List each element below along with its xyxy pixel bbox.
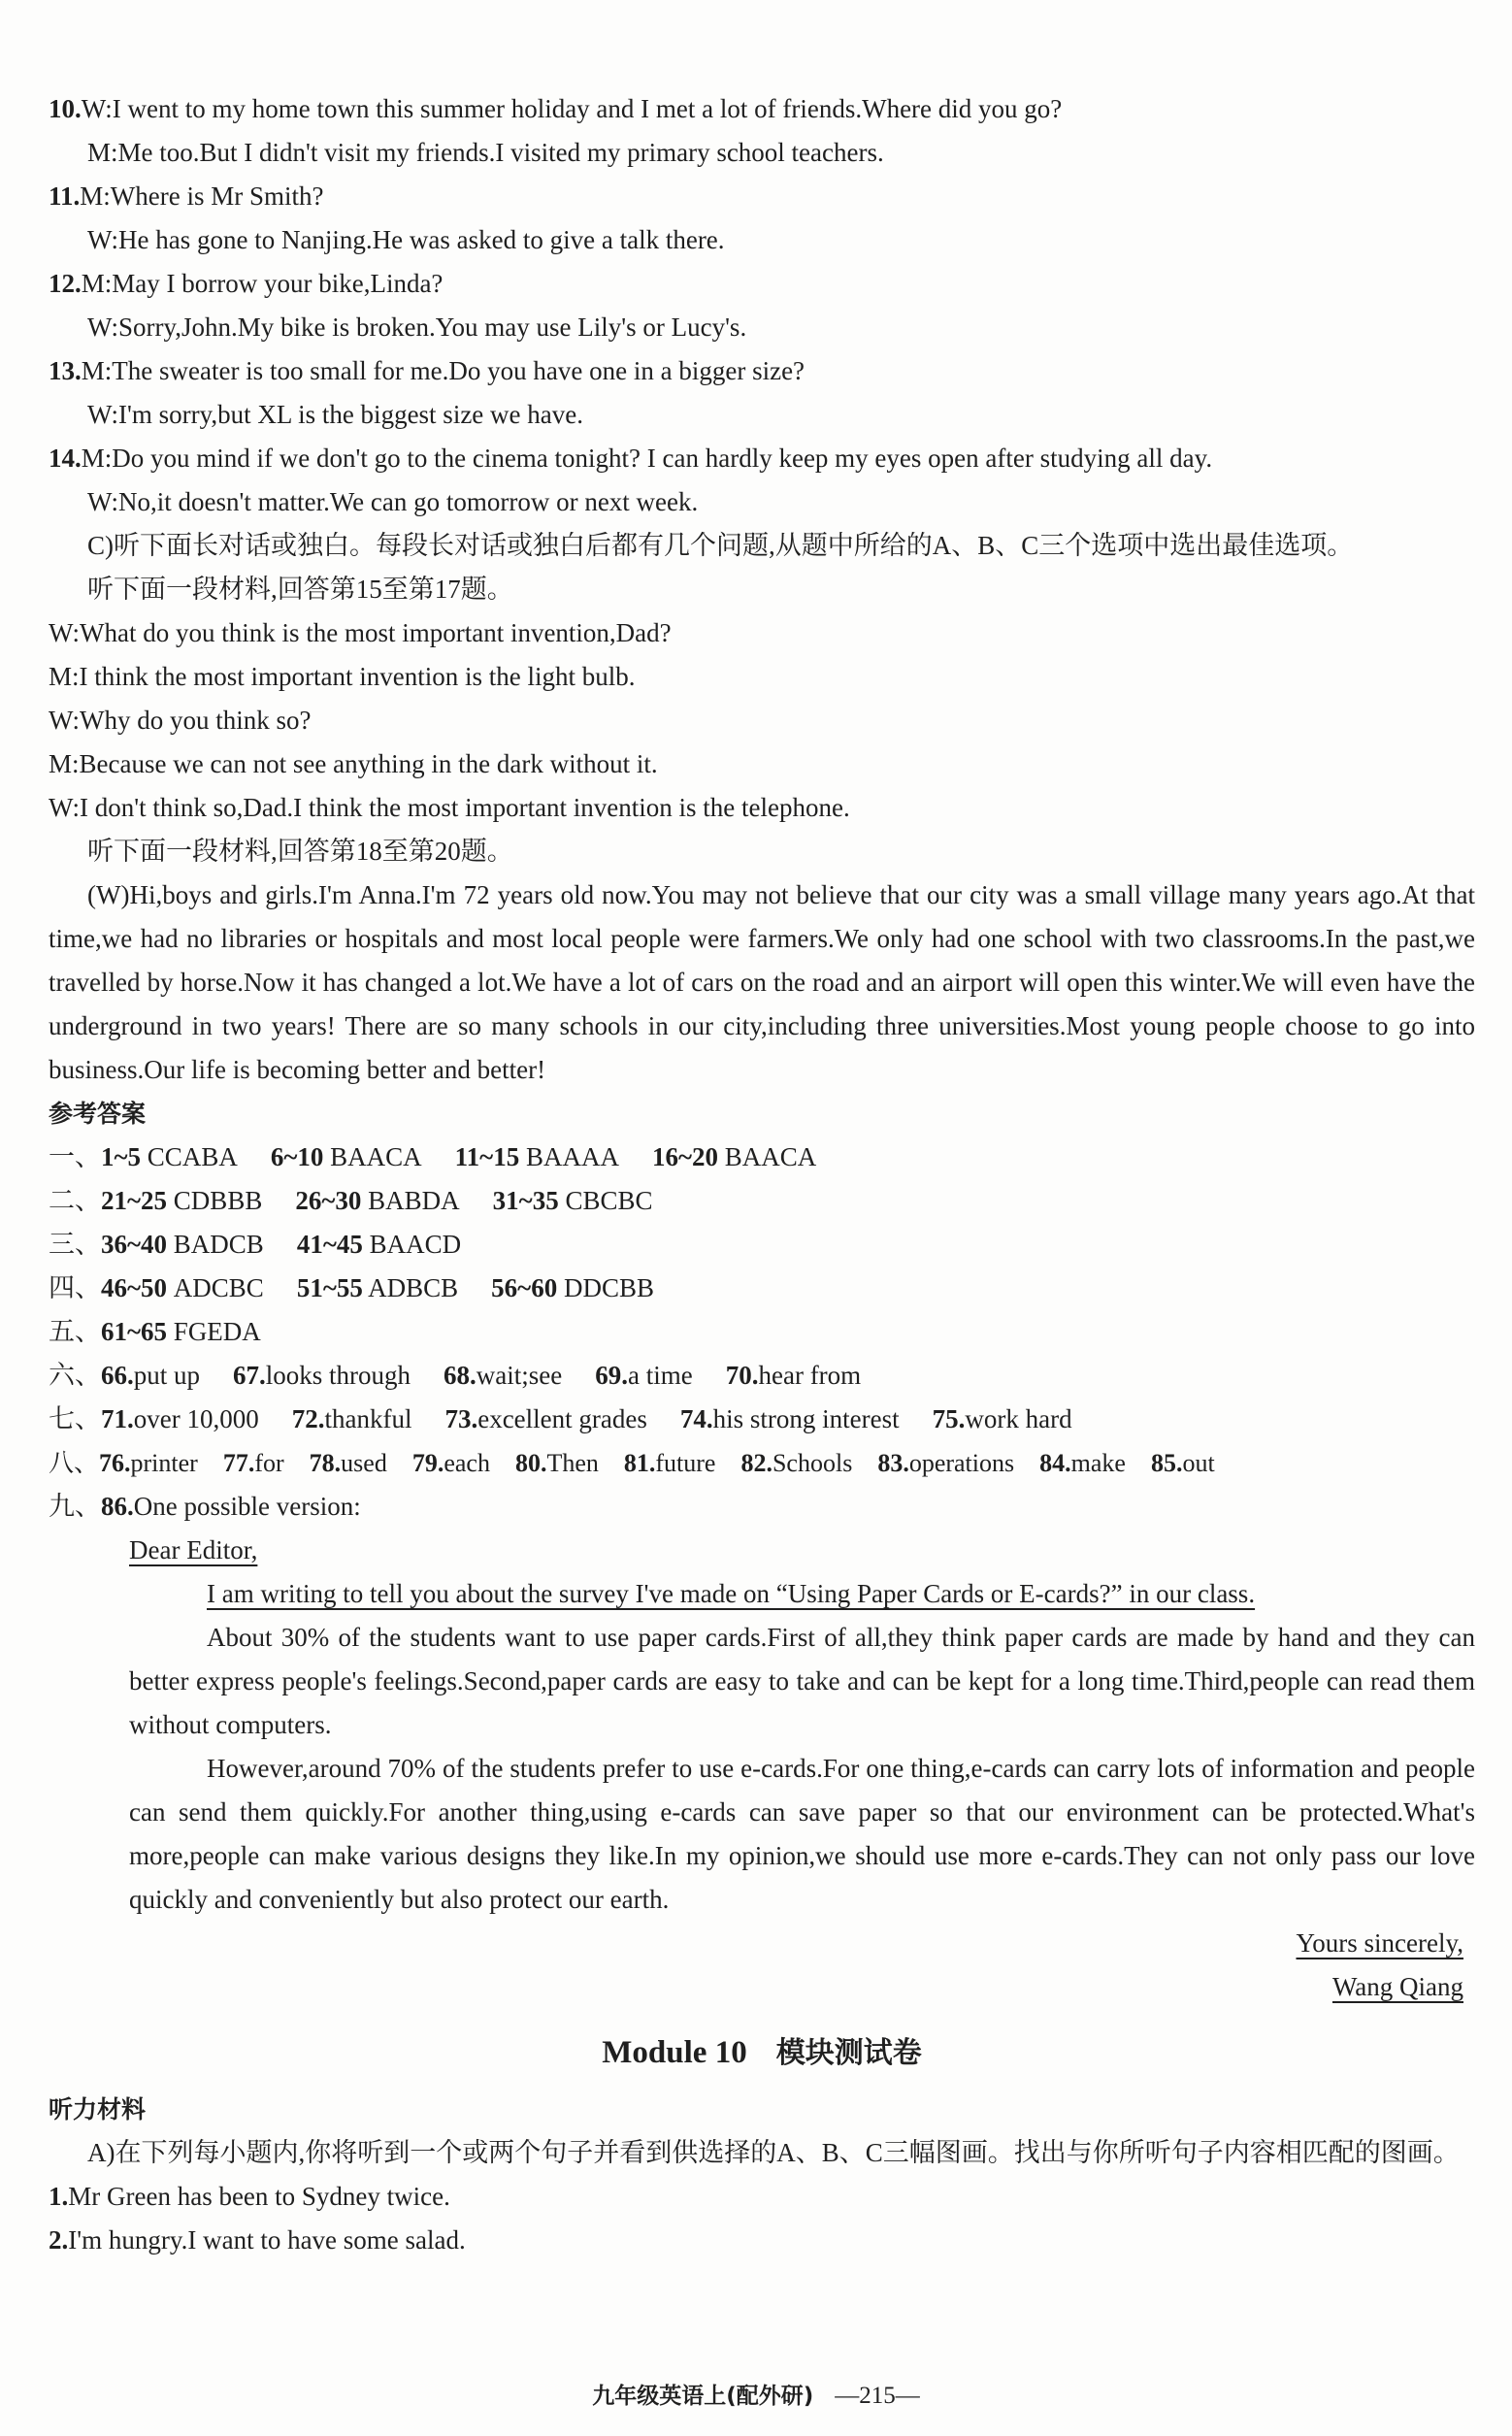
answer-value: CBCBC (565, 1186, 653, 1215)
answer-range: 1~5 (101, 1142, 142, 1171)
answer-range: 31~35 (492, 1186, 559, 1215)
passage1-line: M:Because we can not see anything in the dark without it. (49, 749, 658, 778)
answer-value: out (1182, 1449, 1215, 1477)
dialogue-line: M:May I borrow your bike,Linda? (81, 269, 444, 298)
answer-number: 79. (411, 1449, 444, 1477)
passage2-intro: 听下面一段材料,回答第18至第20题。 (87, 837, 513, 866)
answer-row-9 (49, 1485, 1475, 1529)
passage1-line: W:I don't think so,Dad.I think the most important invention is the telephone. (49, 793, 850, 822)
answer-number: 75. (932, 1404, 966, 1433)
dialogue-12 (49, 262, 1475, 349)
answer-range: 21~25 (101, 1186, 168, 1215)
answer-number: 82. (740, 1449, 772, 1477)
answer-range: 61~65 (101, 1317, 168, 1346)
answer-prefix: 六、 (49, 1361, 101, 1390)
answer-value: BAACA (330, 1142, 422, 1171)
module-title-cn: 模块测试卷 (775, 2036, 922, 2070)
answer-range: 51~55 (296, 1273, 363, 1302)
answer-number: 78. (309, 1449, 342, 1477)
dialogue-11 (49, 175, 1475, 262)
answer-prefix: 八、 (49, 1449, 100, 1477)
answer-value: Then (546, 1449, 599, 1477)
answer-value: Schools (772, 1449, 853, 1477)
answer-row-7 (49, 1398, 1475, 1441)
answer-number: 73. (444, 1404, 478, 1433)
answer-value: printer (130, 1449, 198, 1477)
answer-number: 74. (679, 1404, 713, 1433)
answers-heading: 参考答案 (49, 1100, 147, 1128)
item-text: Mr Green has been to Sydney twice. (68, 2182, 450, 2211)
answer-prefix: 一、 (49, 1142, 101, 1171)
answer-number: 70. (725, 1361, 759, 1390)
section-a-instruction: A)在下列每小题内,你将听到一个或两个句子并看到供选择的A、B、C三幅图画。找出与你所听句子内容相匹配的图画。 (87, 2138, 1460, 2167)
passage1-intro: 听下面一段材料,回答第15至第17题。 (87, 575, 513, 604)
answer-prefix: 五、 (49, 1317, 101, 1346)
answer-value: FGEDA (173, 1317, 261, 1346)
answer-value: ADBCB (368, 1273, 459, 1302)
answer-value: hear from (758, 1361, 862, 1390)
item-number: 12. (49, 269, 82, 298)
answer-range: 46~50 (101, 1273, 168, 1302)
letter-closing: Yours sincerely, (1296, 1928, 1463, 1958)
item-number: 1. (49, 2182, 69, 2211)
answer-range: 26~30 (295, 1186, 362, 1215)
module-title (49, 2019, 1475, 2088)
answer-value: CCABA (147, 1142, 238, 1171)
item-number: 11. (49, 181, 81, 211)
answer-number: 68. (444, 1361, 477, 1390)
answer-value: a time (628, 1361, 693, 1390)
answer-prefix: 九、 (49, 1492, 101, 1521)
dialogue-line: W:I'm sorry,but XL is the biggest size we have. (87, 400, 583, 429)
answer-value: over 10,000 (133, 1404, 259, 1433)
answer-value: work hard (965, 1404, 1072, 1433)
answer-value: CDBBB (173, 1186, 263, 1215)
dialogue-line: M:Me too.But I didn't visit my friends.I visited my primary school teachers. (87, 138, 884, 167)
answer-row-4 (49, 1267, 1475, 1310)
answer-number: 86. (101, 1492, 134, 1521)
dialogue-line: W:Sorry,John.My bike is broken.You may use Lily's or Lucy's. (87, 313, 747, 342)
answer-value: BAAAA (525, 1142, 619, 1171)
answer-number: 77. (222, 1449, 255, 1477)
answer-value: BABDA (368, 1186, 460, 1215)
answer-range: 6~10 (270, 1142, 324, 1171)
answer-row-3 (49, 1223, 1475, 1267)
answer-number: 66. (101, 1361, 134, 1390)
answer-value: wait;see (476, 1361, 563, 1390)
answer-value: excellent grades (477, 1404, 647, 1433)
dialogue-line: W:No,it doesn't matter.We can go tomorrow or next week. (87, 487, 699, 516)
answer-range: 41~45 (296, 1230, 363, 1259)
answer-number: 76. (99, 1449, 131, 1477)
dialogue-10 (49, 87, 1475, 175)
answer-row-1 (49, 1136, 1475, 1179)
dialogue-line: M:Do you mind if we don't go to the cinema tonight? I can hardly keep my eyes open after studying all day. (81, 444, 1213, 473)
answer-prefix: 三、 (49, 1230, 101, 1259)
dialogue-line: M:Where is Mr Smith? (80, 181, 324, 211)
dialogue-14 (49, 437, 1475, 524)
answer-range: 56~60 (491, 1273, 558, 1302)
dialogue-line: W:I went to my home town this summer holiday and I met a lot of friends.Where did you go? (81, 94, 1063, 123)
answer-value: for (254, 1449, 284, 1477)
passage1-line: M:I think the most important invention is the light bulb. (49, 662, 636, 691)
letter-paragraph-1: About 30% of the students want to use paper cards.First of all,they think paper cards are made by hand and they can better express people's feelings.Second,paper cards are easy to take and can be kept for a long time.Third,people can read them without computers. (129, 1623, 1475, 1739)
answer-value: BAACD (369, 1230, 462, 1259)
answer-prefix: 二、 (49, 1186, 101, 1215)
answer-range: 16~20 (651, 1142, 719, 1171)
item-text: I'm hungry.I want to have some salad. (68, 2225, 466, 2255)
answer-row-5 (49, 1310, 1475, 1354)
letter-signature: Wang Qiang (1331, 1972, 1463, 2001)
answer-prefix: 七、 (49, 1404, 101, 1433)
answer-prefix: 四、 (49, 1273, 101, 1302)
answer-value: put up (133, 1361, 201, 1390)
listening-heading: 听力材料 (49, 2095, 147, 2123)
answer-number: 83. (877, 1449, 909, 1477)
page-content (49, 87, 1475, 2262)
module-title-en: Module 10 (602, 2035, 747, 2070)
answer-number: 71. (101, 1404, 134, 1433)
passage2-text: (W)Hi,boys and girls.I'm Anna.I'm 72 years old now.You may not believe that our city was a small village many years ago.At that time,we had no libraries or hospitals and most local people were farmers.We only had one school with two classrooms.In the past,we travelled by horse.Now it has changed a lot.We have a lot of cars on the road and an airport will open this winter.We will even have the underground in two years! There are so many schools in our city,including three universities.Most young people choose to go into business.Our life is becoming better and better! (49, 880, 1475, 1084)
answer-number: 67. (233, 1361, 266, 1390)
answer-number: 80. (514, 1449, 547, 1477)
section-a-item-2 (49, 2219, 1475, 2262)
answer-value: BAACA (724, 1142, 817, 1171)
answer-value: each (444, 1449, 490, 1477)
dialogue-line: W:He has gone to Nanjing.He was asked to give a talk there. (87, 225, 725, 254)
answer-row-6 (49, 1354, 1475, 1398)
answer-number: 69. (595, 1361, 628, 1390)
answer-value: looks through (265, 1361, 411, 1390)
dialogue-line: M:The sweater is too small for me.Do you have one in a bigger size? (81, 356, 805, 385)
dialogue-13 (49, 349, 1475, 437)
passage1-line: W:What do you think is the most important invention,Dad? (49, 618, 672, 647)
item-number: 14. (49, 444, 82, 473)
answer-value: One possible version: (133, 1492, 361, 1521)
answer-value: used (341, 1449, 387, 1477)
letter-paragraph-2: However,around 70% of the students prefer to use e-cards.For one thing,e-cards can carry lots of information and people can send them quickly.For another thing,using e-cards can save paper so that our environment can be protected.What's more,people can make various designs they like.In my opinion,we should use more e-cards.They can not only pass our love quickly and conveniently but also protect our earth. (129, 1754, 1475, 1914)
letter-opening: I am writing to tell you about the survey I've made on “Using Paper Cards or E-cards?” in our class. (207, 1579, 1256, 1608)
item-number: 13. (49, 356, 82, 385)
passage1-line: W:Why do you think so? (49, 706, 312, 735)
answer-value: DDCBB (563, 1273, 654, 1302)
answer-number: 84. (1039, 1449, 1071, 1477)
answer-value: make (1070, 1449, 1126, 1477)
answer-value: his strong interest (712, 1404, 900, 1433)
answer-value: BADCB (173, 1230, 264, 1259)
answer-number: 85. (1150, 1449, 1183, 1477)
item-number: 10. (49, 94, 82, 123)
answer-value: future (655, 1449, 716, 1477)
page-footer (0, 2378, 1512, 2410)
answer-number: 72. (291, 1404, 325, 1433)
section-c-instruction: C)听下面长对话或独白。每段长对话或独白后都有几个问题,从题中所给的A、B、C三个选项中选出最佳选项。 (87, 531, 1354, 560)
page-number: —215— (835, 2383, 920, 2409)
letter-salutation: Dear Editor, (129, 1535, 258, 1564)
answer-row-2 (49, 1179, 1475, 1223)
answer-value: ADCBC (173, 1273, 264, 1302)
answer-value: thankful (324, 1404, 412, 1433)
answer-value: operations (908, 1449, 1015, 1477)
answer-range: 11~15 (454, 1142, 520, 1171)
section-a-item-1 (49, 2175, 1475, 2219)
answer-number: 81. (623, 1449, 656, 1477)
answer-range: 36~40 (101, 1230, 168, 1259)
footer-book-title: 九年级英语上(配外研) (592, 2384, 814, 2409)
answer-row-8 (49, 1441, 1475, 1485)
item-number: 2. (49, 2225, 69, 2255)
